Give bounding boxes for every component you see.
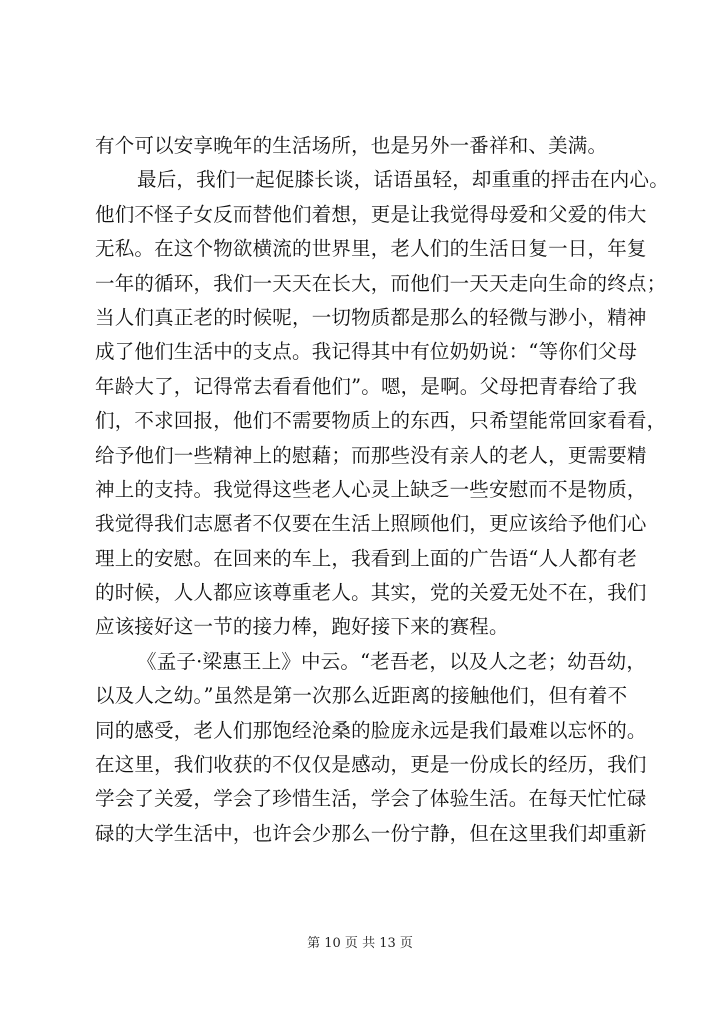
text-line: 无私。在这个物欲横流的世界里，老人们的生活日复一日，年复: [95, 237, 647, 261]
text-line: 他们不怪子女反而替他们着想，更是让我觉得母爱和父爱的伟大: [95, 202, 647, 226]
text-line: 理上的安慰。在回来的车上，我看到上面的广告语“人人都有老: [95, 546, 638, 570]
text-line: 的时候，人人都应该尊重老人。其实，党的关爱无处不在，我们: [95, 581, 647, 605]
text-line: 最后，我们一起促膝长谈，话语虽轻，却重重的抨击在内心。: [137, 168, 669, 192]
text-line: 年龄大了，记得常去看看他们”。嗯，是啊。父母把青春给了我: [95, 374, 638, 398]
text-line: 神上的支持。我觉得这些老人心灵上缺乏一些安慰而不是物质，: [95, 477, 647, 501]
text-line: 以及人之幼。”虽然是第一次那么近距离的接触他们，但有着不: [95, 684, 628, 708]
text-line: 应该接好这一节的接力棒，跑好接下来的赛程。: [95, 615, 509, 639]
text-line: 同的感受，老人们那饱经沧桑的脸庞永远是我们最难以忘怀的。: [95, 718, 647, 742]
text-line: 有个可以安享晚年的生活场所，也是另外一番祥和、美满。: [95, 134, 608, 157]
text-line: 我觉得我们志愿者不仅要在生活上照顾他们，更应该给予他们心: [95, 512, 647, 536]
page-number-footer: 第 10 页 共 13 页: [307, 936, 413, 951]
text-line: 当人们真正老的时候呢，一切物质都是那么的轻微与渺小，精神: [95, 305, 647, 329]
text-line: 们，不求回报，他们不需要物质上的东西，只希望能常回家看看，: [95, 409, 667, 433]
text-line: 在这里，我们收获的不仅仅是感动，更是一份成长的经历，我们: [95, 753, 647, 777]
text-line: 给予他们一些精神上的慰藉；而那些没有亲人的老人，更需要精: [95, 443, 647, 467]
text-line: 成了他们生活中的支点。我记得其中有位奶奶说：“等你们父母: [95, 340, 638, 364]
text-line: 《孟子·梁惠王上》中云。“老吾老，以及人之老；幼吾幼，: [137, 649, 647, 673]
body-text: [95, 129, 669, 851]
text-line: 一年的循环，我们一天天在长大，而他们一天天走向生命的终点；: [95, 271, 667, 295]
text-line: 学会了关爱，学会了珍惜生活，学会了体验生活。在每天忙忙碌: [95, 787, 647, 811]
text-line: 碌的大学生活中，也许会少那么一份宁静，但在这里我们却重新: [95, 821, 647, 845]
